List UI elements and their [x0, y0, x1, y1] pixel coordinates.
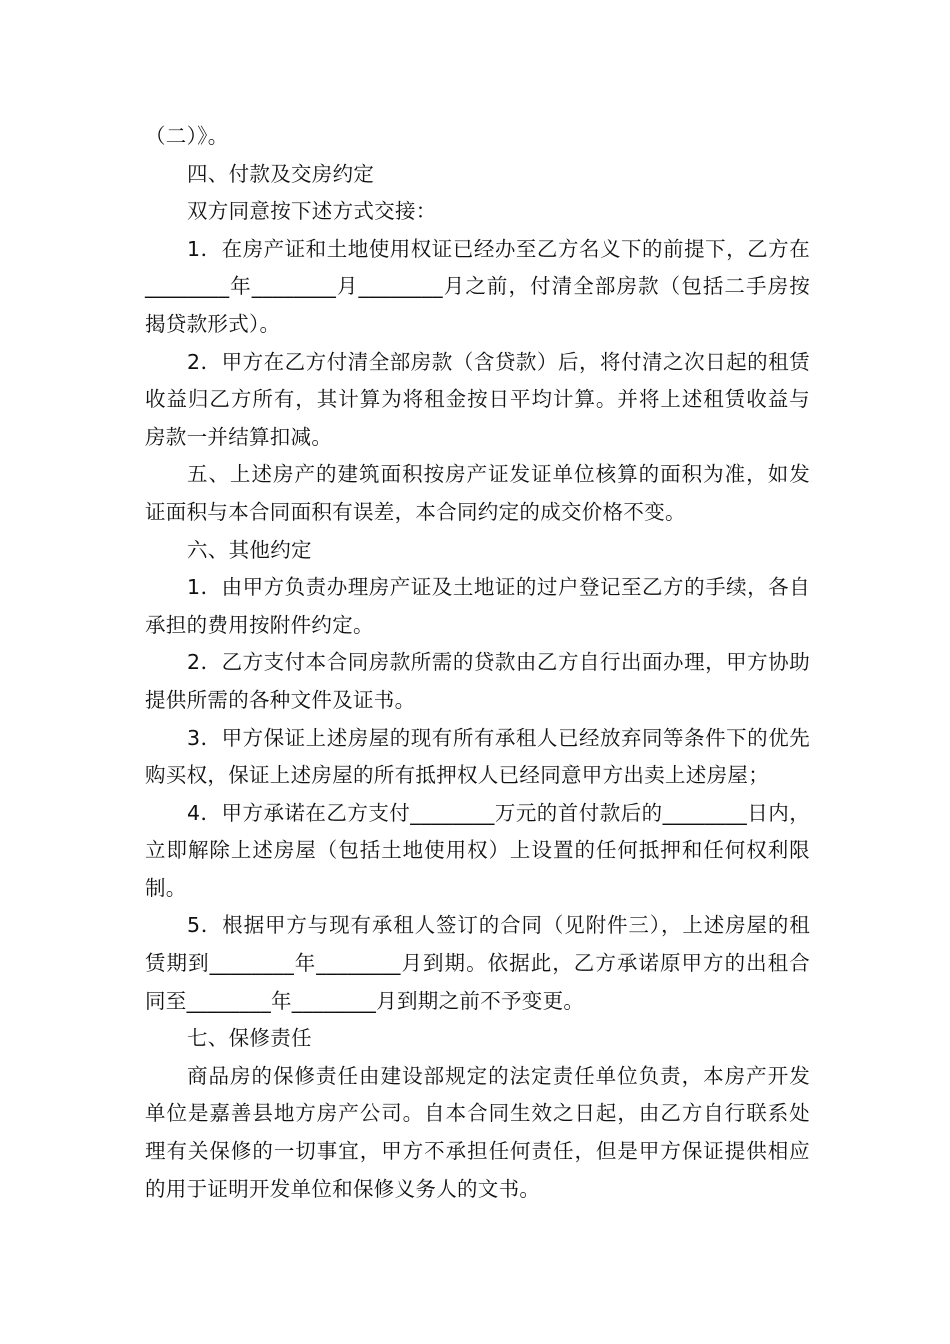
section-heading-warranty: 七、保修责任: [187, 1026, 312, 1051]
clause-other-4: 4．甲方承诺在乙方支付________万元的首付款后的________日内，立即解除上述房屋（包括土地使用权）上设置的任何抵押和任何权利限制。: [145, 800, 810, 900]
clause-payment-2: 2．甲方在乙方付清全部房款（含贷款）后，将付清之次日起的租赁收益归乙方所有，其计算为将租金按日平均计算。并将上述租赁收益与房款一并结算扣减。: [145, 349, 810, 449]
clause-other-1: 1．由甲方负责办理房产证及土地证的过户登记至乙方的手续，各自承担的费用按附件约定。: [145, 575, 810, 637]
section-heading-other: 六、其他约定: [187, 537, 312, 562]
paragraph-warranty: 商品房的保修责任由建设部规定的法定责任单位负责，本房产开发单位是嘉善县地方房产公司。自本合同生效之日起，由乙方自行联系处理有关保修的一切事宜，甲方不承担任何责任，但是甲方保证提供相应的用于证明开发单位和保修义务人的文书。: [145, 1063, 810, 1201]
clause-other-3: 3．甲方保证上述房屋的现有所有承租人已经放弃同等条件下的优先购买权，保证上述房屋的所有抵押权人已经同意甲方出卖上述房屋；: [145, 725, 810, 788]
clause-other-2: 2．乙方支付本合同房款所需的贷款由乙方自行出面办理，甲方协助提供所需的各种文件及证书。: [145, 650, 810, 712]
section-heading-payment: 四、付款及交房约定: [187, 161, 375, 186]
paragraph-continuation: （二）》。: [145, 124, 229, 148]
clause-other-5: 5．根据甲方与现有承租人签订的合同（见附件三），上述房屋的租赁期到________年________月到期。依据此，乙方承诺原甲方的出租合同至________年________月到期之前不予变更。: [145, 913, 810, 1013]
section-area: 五、上述房产的建筑面积按房产证发证单位核算的面积为准，如发证面积与本合同面积有误差，本合同约定的成交价格不变。: [145, 462, 810, 524]
document-body: [145, 118, 810, 1208]
paragraph-handover-intro: 双方同意按下述方式交接：: [187, 199, 437, 224]
clause-payment-1: 1．在房产证和土地使用权证已经办至乙方名义下的前提下，乙方在________年________月________月之前，付清全部房款（包括二手房按揭贷款形式）。: [145, 236, 810, 336]
